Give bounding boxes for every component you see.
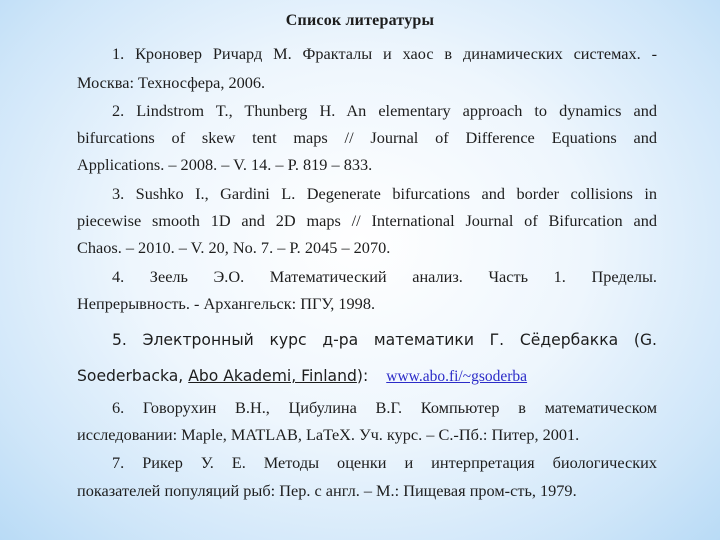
reference-7-line-2: показателей популяций рыб: Пер. с англ. – М.: Пищевая пром-сть, 1979.: [77, 481, 577, 500]
reference-3-line-1: 3. Sushko I., Gardini L. Degenerate bifurcations and border collisions in: [112, 184, 657, 203]
reference-4-line-2: Непрерывность. - Архангельск: ПГУ, 1998.: [77, 294, 376, 313]
reference-1-line-2: Москва: Техносфера, 2006.: [77, 73, 266, 92]
reference-7-line-1: 7. Рикер У. Е. Методы оценки и интерпретация биологических: [112, 453, 657, 472]
reference-2-line-3: Applications. – 2008. – V. 14. – P. 819 – 833.: [77, 155, 373, 174]
reference-1-line-1: 1. Кроновер Ричард М. Фракталы и хаос в динамических системах. -: [112, 44, 657, 63]
reference-6-line-1: 6. Говорухин В.Н., Цибулина В.Г. Компьютер в математическом: [112, 398, 657, 417]
reference-5-author: Soederbacka,: [77, 367, 189, 385]
reference-6-line-2: исследовании: Maple, MATLAB, LaTeX. Уч. курс. – С.-Пб.: Питер, 2001.: [77, 425, 580, 444]
reference-5-line-1: 5. Электронный курс д-ра математики Г. Сёдербакка (G.: [112, 331, 657, 349]
reference-5-institution: Abo Akademi, Finland: [188, 367, 357, 385]
reference-4-line-1: 4. Зеель Э.О. Математический анализ. Часть 1. Пределы.: [112, 267, 657, 286]
reference-3-line-3: Chaos. – 2010. – V. 20, No. 7. – P. 2045 – 2070.: [77, 238, 391, 257]
reference-5-suffix: ):: [356, 367, 369, 385]
reference-5-line-2: [77, 366, 657, 387]
reference-2-line-1: 2. Lindstrom T., Thunberg H. An elementary approach to dynamics and: [112, 101, 657, 120]
reference-5-link[interactable]: www.abo.fi/~gsoderba: [386, 368, 528, 385]
reference-3-line-2: piecewise smooth 1D and 2D maps // International Journal of Bifurcation and: [77, 211, 657, 230]
page-title: Список литературы: [285, 12, 435, 29]
reference-2-line-2: bifurcations of skew tent maps // Journal of Difference Equations and: [77, 128, 657, 147]
